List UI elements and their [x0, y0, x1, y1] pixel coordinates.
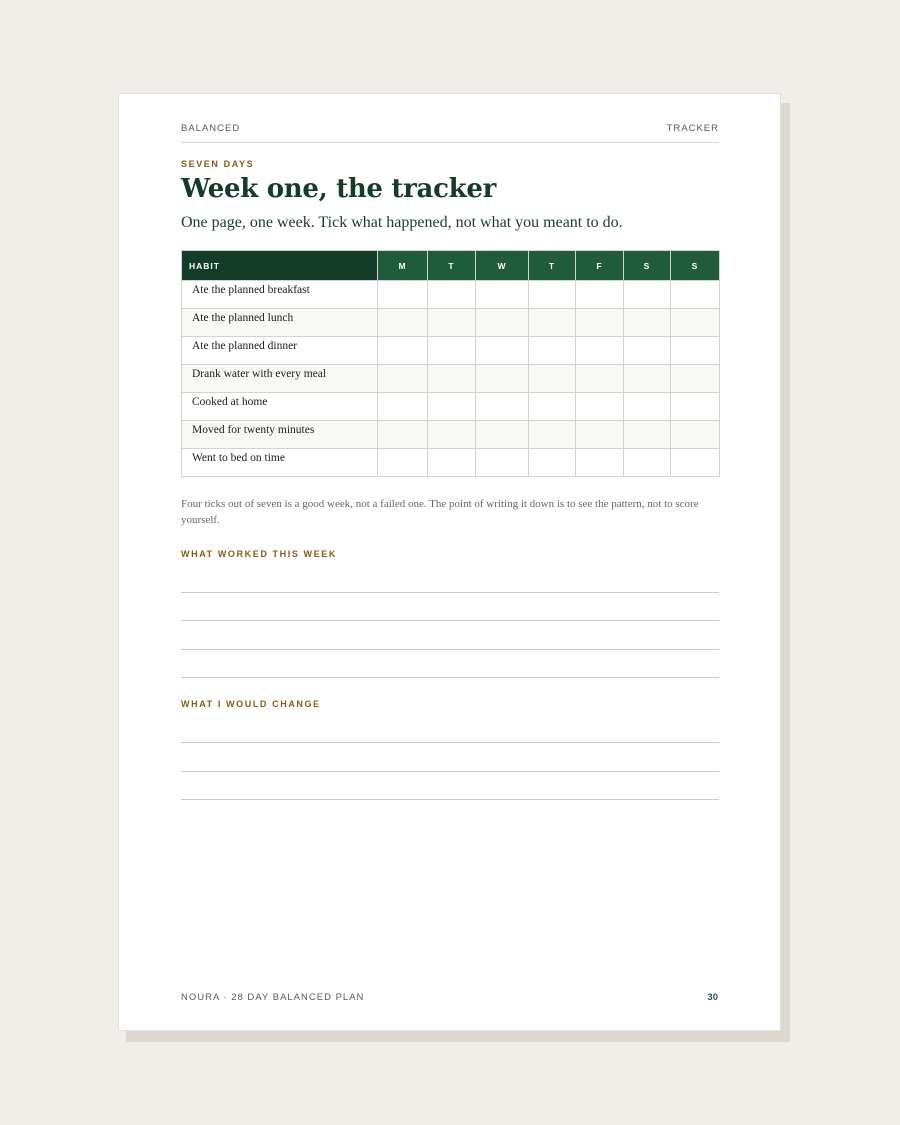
tick-cell[interactable] — [671, 421, 720, 449]
tick-cell[interactable] — [529, 281, 576, 309]
tick-cell[interactable] — [624, 281, 671, 309]
tick-cell[interactable] — [671, 281, 720, 309]
column-header-day: S — [671, 251, 720, 281]
tick-cell[interactable] — [624, 421, 671, 449]
habit-label: Ate the planned breakfast — [182, 281, 378, 309]
tick-cell[interactable] — [624, 309, 671, 337]
tick-cell[interactable] — [378, 337, 428, 365]
writing-line[interactable] — [181, 799, 719, 800]
column-header-day: T — [428, 251, 476, 281]
header-right-label: TRACKER — [666, 123, 719, 134]
tick-cell[interactable] — [671, 449, 720, 477]
writing-line[interactable] — [181, 742, 719, 743]
tick-cell[interactable] — [576, 365, 624, 393]
habit-tracker-table — [181, 250, 720, 477]
tick-cell[interactable] — [624, 393, 671, 421]
tick-cell[interactable] — [476, 337, 529, 365]
writing-line[interactable] — [181, 677, 719, 678]
tick-cell[interactable] — [624, 449, 671, 477]
tick-cell[interactable] — [476, 365, 529, 393]
table-row — [182, 421, 720, 449]
habit-label: Ate the planned lunch — [182, 309, 378, 337]
tick-cell[interactable] — [671, 393, 720, 421]
tick-cell[interactable] — [476, 421, 529, 449]
tick-cell[interactable] — [529, 393, 576, 421]
habit-label: Went to bed on time — [182, 449, 378, 477]
column-header-day: S — [624, 251, 671, 281]
tick-cell[interactable] — [671, 309, 720, 337]
table-row — [182, 309, 720, 337]
tick-cell[interactable] — [428, 337, 476, 365]
tick-cell[interactable] — [428, 281, 476, 309]
tick-cell[interactable] — [576, 393, 624, 421]
tick-cell[interactable] — [671, 365, 720, 393]
table-row — [182, 365, 720, 393]
tick-cell[interactable] — [576, 309, 624, 337]
guidance-note: Four ticks out of seven is a good week, not a failed one. The point of writing it down is to see the pattern, not to score yourself. — [181, 498, 699, 526]
footer-label: NOURA · 28 DAY BALANCED PLAN — [181, 992, 365, 1003]
tick-cell[interactable] — [428, 365, 476, 393]
tick-cell[interactable] — [428, 449, 476, 477]
tick-cell[interactable] — [476, 281, 529, 309]
section-heading-change: WHAT I WOULD CHANGE — [181, 699, 321, 709]
column-header-day: F — [576, 251, 624, 281]
writing-line[interactable] — [181, 620, 719, 621]
habit-label: Drank water with every meal — [182, 365, 378, 393]
section-eyebrow: SEVEN DAYS — [181, 159, 255, 169]
column-header-day: T — [529, 251, 576, 281]
tick-cell[interactable] — [378, 449, 428, 477]
tick-cell[interactable] — [576, 449, 624, 477]
table-row — [182, 281, 720, 309]
tick-cell[interactable] — [428, 309, 476, 337]
writing-line[interactable] — [181, 649, 719, 650]
page-title: Week one, the tracker — [181, 174, 496, 204]
running-header — [181, 123, 719, 143]
tick-cell[interactable] — [476, 449, 529, 477]
tick-cell[interactable] — [529, 449, 576, 477]
habit-label: Moved for twenty minutes — [182, 421, 378, 449]
column-header-day: M — [378, 251, 428, 281]
page-subtitle: One page, one week. Tick what happened, not what you meant to do. — [181, 214, 623, 231]
tick-cell[interactable] — [428, 421, 476, 449]
habit-label: Cooked at home — [182, 393, 378, 421]
writing-line[interactable] — [181, 771, 719, 772]
tick-cell[interactable] — [378, 281, 428, 309]
tick-cell[interactable] — [476, 393, 529, 421]
table-row — [182, 393, 720, 421]
tick-cell[interactable] — [529, 421, 576, 449]
page-number: 30 — [707, 992, 718, 1003]
tick-cell[interactable] — [576, 421, 624, 449]
tick-cell[interactable] — [529, 309, 576, 337]
column-header-habit: HABIT — [182, 251, 378, 281]
tick-cell[interactable] — [576, 281, 624, 309]
tick-cell[interactable] — [428, 393, 476, 421]
writing-line[interactable] — [181, 592, 719, 593]
tick-cell[interactable] — [529, 365, 576, 393]
tick-cell[interactable] — [576, 337, 624, 365]
tick-cell[interactable] — [378, 365, 428, 393]
tick-cell[interactable] — [378, 393, 428, 421]
tick-cell[interactable] — [476, 309, 529, 337]
tick-cell[interactable] — [378, 421, 428, 449]
table-row — [182, 449, 720, 477]
column-header-day: W — [476, 251, 529, 281]
tick-cell[interactable] — [624, 337, 671, 365]
page-sheet — [118, 93, 781, 1031]
header-left-label: BALANCED — [181, 123, 241, 134]
section-heading-worked: WHAT WORKED THIS WEEK — [181, 549, 337, 559]
tick-cell[interactable] — [529, 337, 576, 365]
habit-label: Ate the planned dinner — [182, 337, 378, 365]
table-header-row — [182, 251, 720, 281]
table-row — [182, 337, 720, 365]
tick-cell[interactable] — [378, 309, 428, 337]
tick-cell[interactable] — [671, 337, 720, 365]
tick-cell[interactable] — [624, 365, 671, 393]
